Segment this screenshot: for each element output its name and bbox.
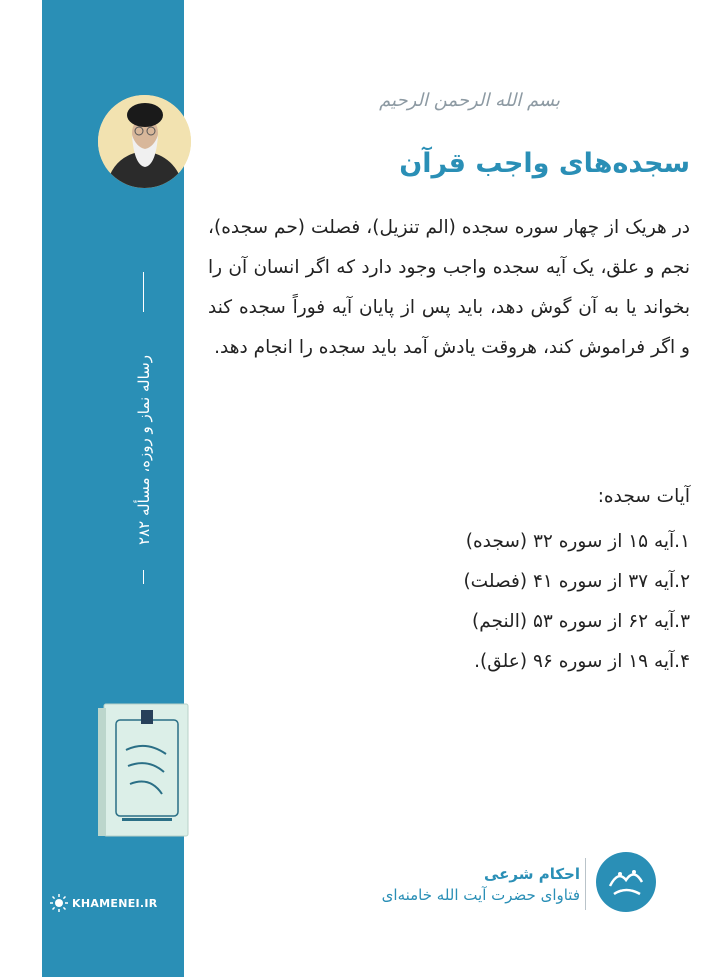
portrait-avatar bbox=[98, 95, 191, 188]
footer-divider bbox=[585, 858, 586, 910]
vertical-caption: رساله نماز و روزه، مسأله ۲۸۲ bbox=[135, 355, 153, 545]
verse-list bbox=[463, 522, 690, 682]
emblem-icon bbox=[596, 852, 656, 912]
site-logo-text: KHAMENEI.IR bbox=[72, 896, 158, 910]
list-item: ۴.آیه ۱۹ از سوره ۹۶ (علق). bbox=[474, 651, 690, 672]
emblem-logo bbox=[596, 852, 656, 912]
ayat-heading: آیات سجده: bbox=[597, 486, 690, 507]
sidebar bbox=[42, 0, 184, 977]
ruling-paragraph: در هریک از چهار سوره سجده (الم تنزیل)، فصلت (حم سجده)، نجم و علق، یک آیه سجده واجب وجود دارد که اگر انسان آن را بخواند یا به آن گوش دهد، باید پس از پایان آیه فوراً سجده کند و اگر فراموش کند، هروقت یادش آمد باید سجده را انجام دهد. bbox=[208, 217, 690, 358]
site-logo bbox=[50, 894, 158, 912]
book-cover-image bbox=[98, 700, 194, 840]
footer-text bbox=[382, 864, 580, 906]
sun-logo-icon bbox=[50, 894, 68, 912]
book-icon bbox=[98, 700, 194, 840]
divider-bottom bbox=[143, 570, 144, 584]
footer-subtitle: فتاوای حضرت آیت الله خامنه‌ای bbox=[381, 886, 580, 904]
footer-title: احکام شرعی bbox=[483, 865, 580, 883]
list-item: ۲.آیه ۳۷ از سوره ۴۱ (فصلت) bbox=[463, 571, 690, 592]
main-content bbox=[200, 0, 690, 977]
divider-top bbox=[143, 272, 144, 312]
list-item: ۱.آیه ۱۵ از سوره ۳۲ (سجده) bbox=[465, 531, 690, 552]
bismillah: بسم الله الرحمن الرحیم bbox=[379, 90, 560, 111]
list-item: ۳.آیه ۶۲ از سوره ۵۳ (النجم) bbox=[472, 611, 690, 632]
page-title: سجده‌های واجب قرآن bbox=[399, 148, 690, 179]
portrait-icon bbox=[98, 95, 191, 188]
